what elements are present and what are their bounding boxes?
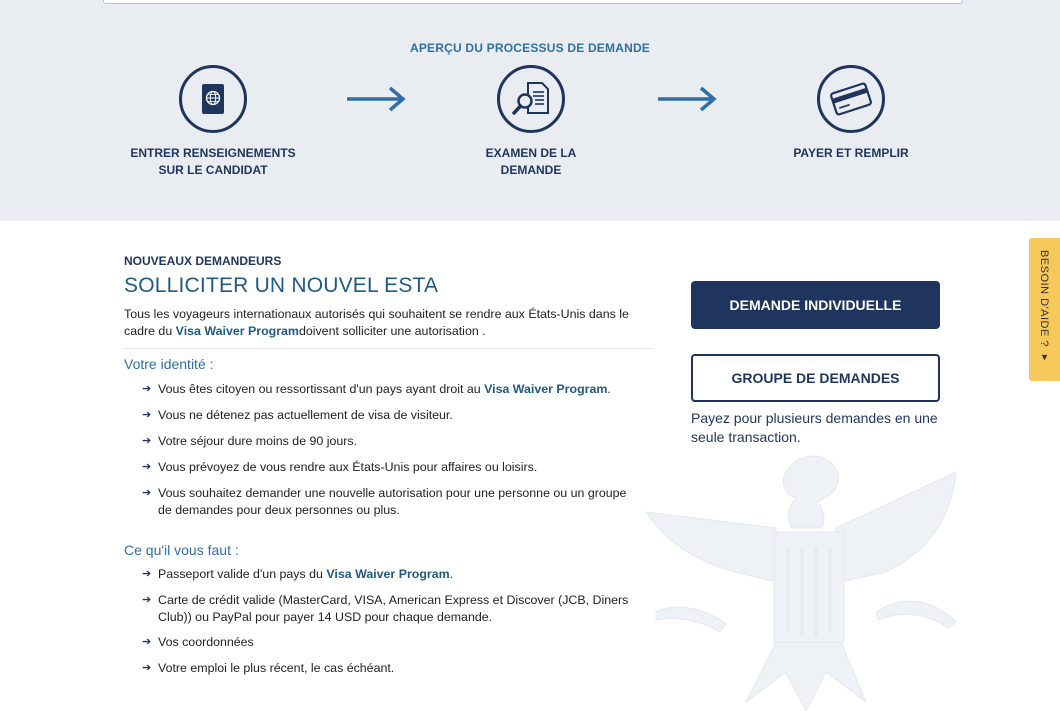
eagle-seal-watermark [636,432,966,711]
help-tab[interactable] [1029,238,1060,381]
arrow-bullet-icon: ➔ [142,568,152,580]
top-panel-edge [103,0,963,4]
group-application-button[interactable]: GROUPE DE DEMANDES [691,354,940,402]
process-title: APERÇU DU PROCESSUS DE DEMANDE [409,41,651,55]
list-item: ➔ Vous prévoyez de vous rendre aux États-Unis pour affaires ou loisirs. [142,460,538,474]
step-1-label: ENTRER RENSEIGNEMENTS SUR LE CANDIDAT [130,146,296,177]
credit-card-icon [817,65,885,133]
arrow-bullet-icon: ➔ [142,636,152,648]
group-note: Payez pour plusieurs demandes en une seule transaction. [691,410,938,445]
help-tab-label: BESOIN D'AIDE ? ▾ [1038,250,1050,365]
identity-heading: Votre identité : [124,356,214,372]
list-item: ➔ Vous ne détenez pas actuellement de visa de visiteur. [142,408,453,422]
step-2-label: EXAMEN DE LA DEMANDE [485,146,577,177]
arrow-bullet-icon: ➔ [142,662,152,674]
arrow-bullet-icon: ➔ [142,487,152,499]
arrow-bullet-icon: ➔ [142,409,152,421]
intro-text: Tous les voyageurs internationaux autorisés qui souhaitent se rendre aux États-Unis dans le cadre du Visa Waiver Programdoivent solliciter une autorisation . [124,306,654,349]
list-item: ➔ Passeport valide d'un pays du Visa Waiver Program. [142,567,454,581]
list-item: ➔ Votre emploi le plus récent, le cas échéant. [142,661,395,675]
needs-heading: Ce qu'il vous faut : [124,542,239,558]
visa-waiver-program-link[interactable]: Visa Waiver Program [326,567,450,581]
visa-waiver-program-link[interactable]: Visa Waiver Program [175,324,299,338]
list-item: ➔ Carte de crédit valide (MasterCard, VISA, American Express et Discover (JCB, Diners Club)) ou PayPal pour payer 14 USD pour chaque demande. [142,593,629,624]
arrow-right-icon [345,85,407,113]
step-3-label: PAYER ET REMPLIR [793,146,909,160]
section-kicker: NOUVEAUX DEMANDEURS [124,254,282,268]
list-item: ➔ Vous êtes citoyen ou ressortissant d'un pays ayant droit au Visa Waiver Program. [142,382,611,396]
arrow-bullet-icon: ➔ [142,383,152,395]
arrow-bullet-icon: ➔ [142,594,152,606]
section-title: SOLLICITER UN NOUVEL ESTA [124,274,439,297]
arrow-right-icon [656,85,718,113]
list-item: ➔ Vos coordonnées [142,635,254,649]
arrow-bullet-icon: ➔ [142,435,152,447]
arrow-bullet-icon: ➔ [142,461,152,473]
list-item: ➔ Vous souhaitez demander une nouvelle autorisation pour une personne ou un groupe de demandes pour deux personnes ou plus. [142,486,627,517]
passport-icon [179,65,247,133]
list-item: ➔ Votre séjour dure moins de 90 jours. [142,434,358,448]
individual-application-button[interactable]: DEMANDE INDIVIDUELLE [691,281,940,329]
visa-waiver-program-link[interactable]: Visa Waiver Program [484,382,608,396]
document-review-icon [497,65,565,133]
